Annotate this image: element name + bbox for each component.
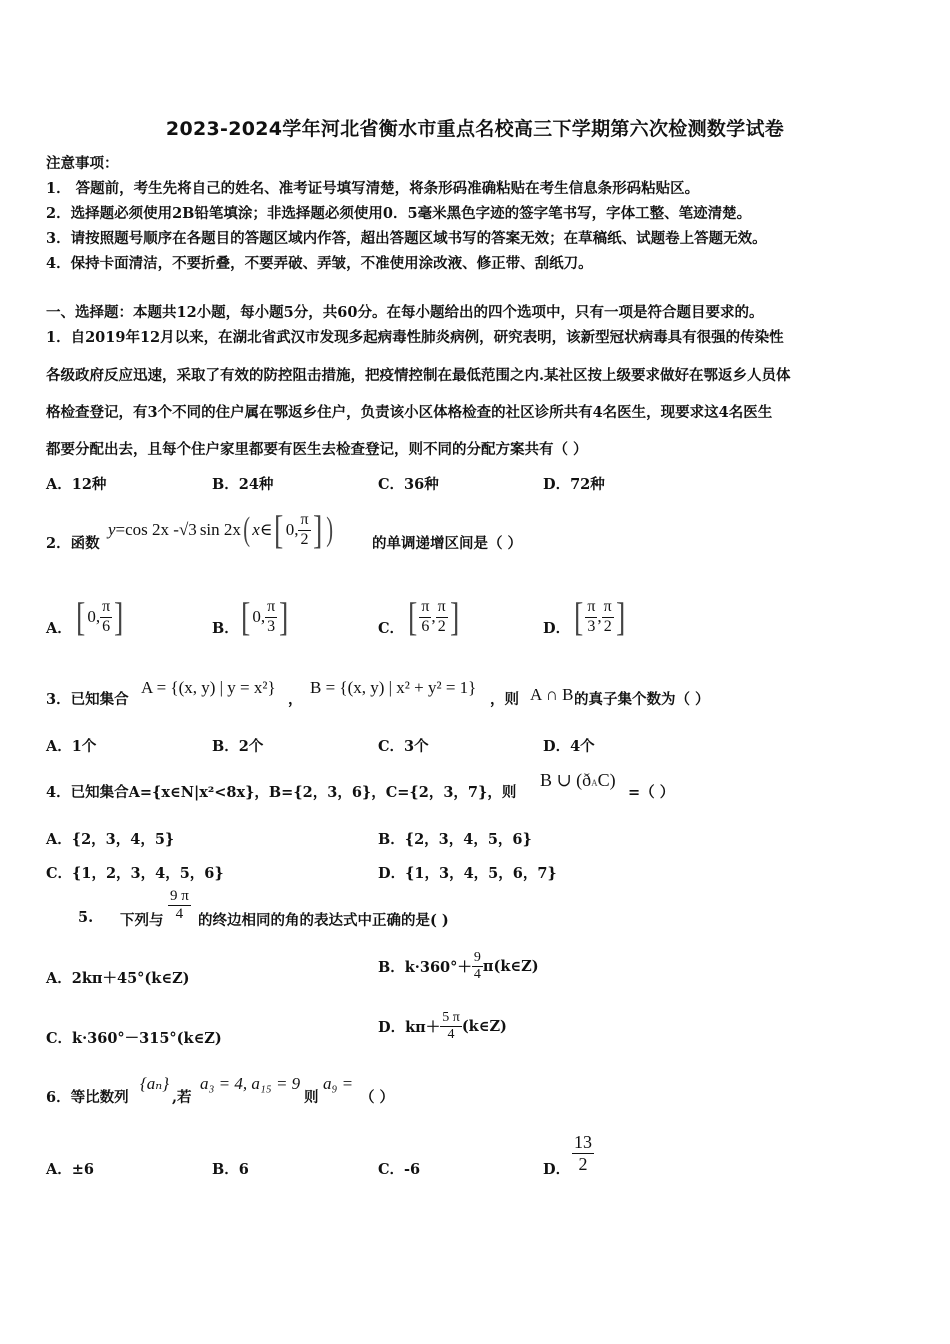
q6-a9: a₉ = [323, 1074, 354, 1093]
q2-option-b-label[interactable]: B． [212, 620, 239, 637]
q3-suffix: 的真子集个数为（ ） [574, 691, 710, 708]
q2-option-c-frac1: $\frac{\pi}{6}$ [421, 598, 430, 635]
q5-fraction [168, 888, 191, 924]
q6-option-d-num: 13 [574, 1132, 592, 1152]
q2-option-a-frac: $\frac{\pi}{6}$ [102, 598, 111, 635]
q2-option-c-frac2: $\frac{\pi}{2}$ [437, 598, 446, 635]
left-bracket-icon: [ [573, 594, 584, 639]
q2-option-a-left: 0, [87, 607, 101, 626]
q4-suffix: =（ ） [628, 784, 675, 801]
notice-item: 3．请按照题号顺序在各题目的答题区域内作答，超出答题区域书写的答案无效；在草稿纸、试题卷上答题无效。 [46, 230, 767, 247]
left-paren-icon: ( [243, 511, 250, 548]
q5-option-c[interactable]: C．k·360°－315°(k∈Z) [46, 1030, 222, 1047]
q6-option-d-label[interactable]: D． [543, 1161, 571, 1178]
q2-suffix: 的单调递增区间是（ ） [372, 535, 523, 552]
q3-comma: ， [288, 691, 303, 708]
right-bracket-icon: ] [449, 594, 460, 639]
q2-func-y: y [108, 520, 116, 539]
q2-pi-over-2: $\frac{\pi}{2}$ [300, 511, 309, 548]
q4-option-d[interactable]: D．{1，3，4，5，6，7} [378, 865, 557, 882]
q6-ze: 则 [304, 1089, 319, 1106]
q2-option-d-frac1: $\frac{\pi}{3}$ [587, 598, 596, 635]
q5-frac-den: 4 [175, 906, 184, 923]
q5-option-d[interactable] [378, 1010, 507, 1043]
left-bracket-icon: [ [274, 507, 284, 552]
q3-option-d[interactable]: D．4个 [543, 738, 595, 755]
left-bracket-icon: [ [75, 594, 86, 639]
left-bracket-icon: [ [407, 594, 418, 639]
notice-item: 4．保持卡面清洁，不要折叠，不要弄破、弄皱，不准使用涂改液、修正带、刮纸刀。 [46, 255, 593, 272]
q5-number: 5. [78, 909, 94, 926]
q1-text-line: 格检查登记，有3个不同的住户属在鄂返乡住户，负责该小区体格检查的社区诊所共有4名医生，现要求这4名医生 [46, 404, 773, 421]
q6-sequence: {aₙ} [140, 1074, 169, 1093]
q1-option-a[interactable]: A．12种 [46, 476, 107, 493]
q5-option-b-pre: B．k·360°＋ [378, 959, 472, 977]
q3-set-b: B = {(x, y) | x² + y² = 1} [310, 678, 477, 697]
q4-option-c[interactable]: C．{1，2，3，4，5，6} [46, 865, 224, 882]
q3-intersection: A ∩ B [530, 685, 574, 704]
left-bracket-icon: [ [240, 594, 251, 639]
q1-option-d[interactable]: D．72种 [543, 476, 605, 493]
q1-text-line: 1．自2019年12月以来，在湖北省武汉市发现多起病毒性肺炎病例，研究表明，该新型冠状病毒具有很强的传染性 [46, 329, 784, 346]
q4-option-b[interactable]: B．{2，3，4，5，6} [378, 831, 532, 848]
right-bracket-icon: ] [312, 507, 322, 552]
q6-option-d-frac[interactable] [572, 1132, 594, 1174]
q2-option-d[interactable] [572, 592, 627, 642]
q6-option-d-den: 2 [578, 1153, 588, 1174]
q6-prefix: 6．等比数列 [46, 1089, 129, 1106]
q2-func-sin: sin 2x [199, 520, 241, 539]
right-bracket-icon: ] [279, 594, 289, 639]
page-title: 2023-2024学年河北省衡水市重点名校高三下学期第六次检测数学试卷 [165, 118, 785, 140]
q5-pre: 下列与 [120, 912, 164, 929]
q2-option-a[interactable] [74, 592, 125, 642]
comma: , [431, 607, 436, 626]
q2-zero: 0, [285, 520, 299, 539]
q4-option-a[interactable]: A．{2，3，4，5} [46, 831, 175, 848]
q3-prefix: 3．已知集合 [46, 691, 129, 708]
q6-option-a[interactable]: A．±6 [46, 1161, 94, 1178]
right-bracket-icon: ] [114, 594, 124, 639]
q5-option-a[interactable]: A．2kπ＋45°(k∈Z) [46, 970, 190, 987]
q4-text: 4．已知集合A={x∈N|x²<8x}，B={2，3，6}，C={2，3，7}，则 [46, 784, 517, 801]
q2-option-d-frac2: $\frac{\pi}{2}$ [603, 598, 612, 635]
q4-expr: B ∪ (ð [540, 770, 592, 790]
q5-option-b-frac: $\frac{9}{4}$ [473, 950, 481, 983]
q3-set-a: A = {(x, y) | y = x²} [141, 678, 276, 697]
q2-x-in: x∈ [252, 520, 273, 539]
right-paren-icon: ) [326, 511, 333, 548]
q2-option-c-label[interactable]: C． [378, 620, 405, 637]
q4-expression [540, 770, 616, 791]
q1-text-line: 各级政府反应迅速，采取了有效的防控阻击措施，把疫情控制在最低范围之内.某社区按上级要求做好在鄂返乡人员体 [46, 367, 791, 384]
q3-option-b[interactable]: B．2个 [212, 738, 264, 755]
q4-expr-sub: A [591, 778, 598, 788]
q6-ruo: ,若 [172, 1089, 192, 1106]
q5-suffix: 的终边相同的角的表达式中正确的是( ) [198, 912, 449, 929]
q4-expr2: C) [597, 770, 616, 790]
section-heading: 一、选择题：本题共12小题，每小题5分，共60分。在每小题给出的四个选项中，只有一项是符合题目要求的。 [46, 304, 764, 321]
q1-option-c[interactable]: C．36种 [378, 476, 439, 493]
q3-option-a[interactable]: A．1个 [46, 738, 97, 755]
q2-option-b-left: 0, [252, 607, 266, 626]
q2-func-eq: =cos 2x - [115, 520, 179, 539]
q5-frac-num: 9 π [168, 888, 191, 906]
q5-option-d-frac: $\frac{5 \pi}{4}$ [442, 1010, 460, 1043]
q2-option-b-frac: $\frac{\pi}{3}$ [267, 598, 276, 635]
q2-option-b[interactable] [239, 592, 290, 642]
q3-option-c[interactable]: C．3个 [378, 738, 429, 755]
q2-function-formula [108, 505, 335, 555]
q2-option-c[interactable] [406, 592, 461, 642]
q2-option-d-label[interactable]: D． [543, 620, 571, 637]
right-bracket-icon: ] [615, 594, 626, 639]
q1-option-b[interactable]: B．24种 [212, 476, 274, 493]
notice-item: 1． 答题前，考生先将自己的姓名、准考证号填写清楚，将条形码准确粘贴在考生信息条形码粘贴区。 [46, 180, 700, 197]
q5-option-b[interactable] [378, 950, 539, 983]
q5-option-d-post: (k∈Z) [461, 1018, 507, 1036]
q1-text-line: 都要分配出去，且每个住户家里都要有医生去检查登记，则不同的分配方案共有（ ） [46, 441, 588, 458]
q6-condition: a₃ = 4, a₁₅ = 9 [200, 1074, 301, 1093]
notice-heading: 注意事项： [46, 155, 119, 172]
q2-sqrt3: √3 [178, 520, 197, 539]
q6-suffix: （ ） [360, 1089, 395, 1106]
q5-option-d-pre: D．kπ＋ [378, 1019, 441, 1037]
q6-option-c[interactable]: C．-6 [378, 1161, 421, 1178]
q6-option-b[interactable]: B．6 [212, 1161, 249, 1178]
q3-mid: ，则 [490, 691, 519, 708]
notice-item: 2．选择题必须使用2B铅笔填涂；非选择题必须使用0．5毫米黑色字迹的签字笔书写，字体工整、笔迹清楚。 [46, 205, 752, 222]
comma: , [597, 607, 602, 626]
q2-option-a-label[interactable]: A． [46, 620, 72, 637]
q2-prefix: 2．函数 [46, 535, 100, 552]
q5-option-b-post: π(k∈Z) [482, 958, 539, 976]
